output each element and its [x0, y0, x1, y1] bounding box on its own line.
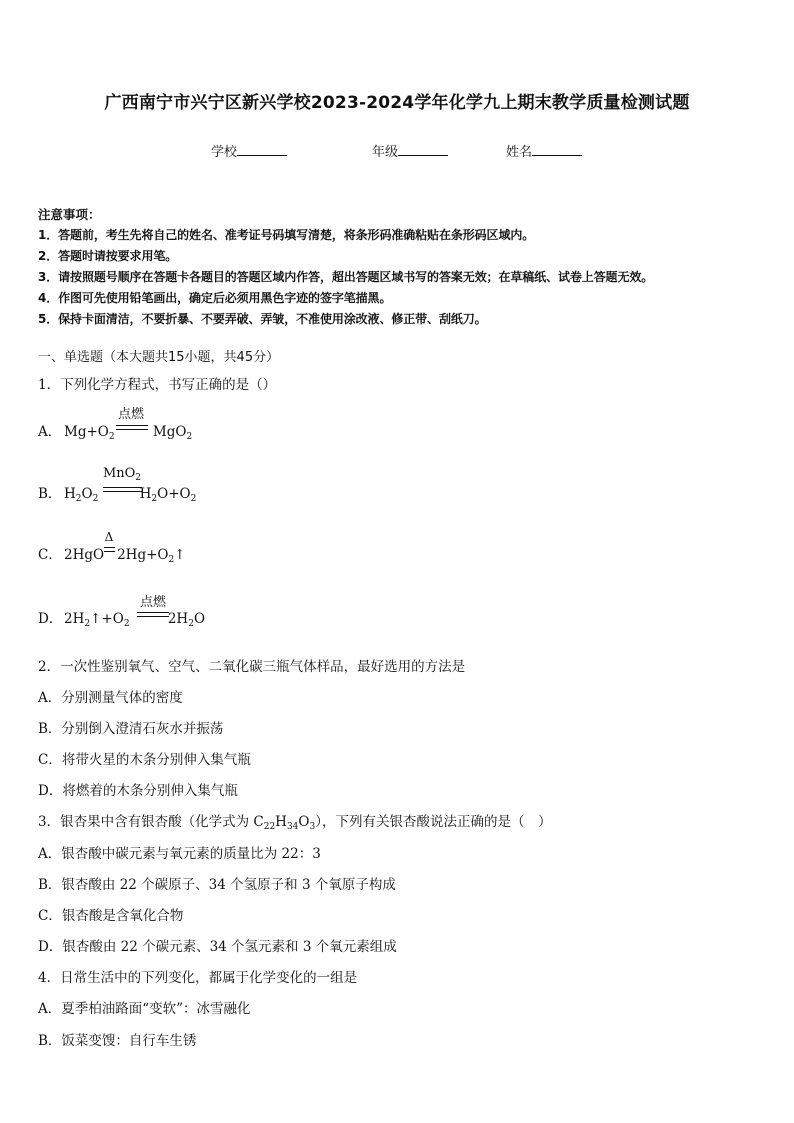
q1-a-equals [116, 425, 148, 430]
question-2-stem: 2．一次性鉴别氧气、空气、二氧化碳三瓶气体样品，最好选用的方法是 [38, 659, 466, 675]
q1-c-equals [104, 547, 115, 552]
school-blank [237, 143, 287, 156]
q2-option-b: B．分别倒入澄清石灰水并振荡 [38, 721, 224, 737]
note-item: 5．保持卡面清洁，不要折暴、不要弄破、弄皱，不准使用涂改液、修正带、刮纸刀。 [38, 312, 487, 326]
grade-field [372, 141, 448, 160]
exam-title: 广西南宁市兴宁区新兴学校2023-2024学年化学九上期末教学质量检测试题 [104, 93, 690, 113]
option-label: A． [38, 424, 62, 440]
q3-option-d: D．银杏酸由 22 个碳元素、34 个氢元素和 3 个氧元素组成 [38, 939, 397, 955]
q1-c-condition: Δ [104, 530, 114, 544]
q1-option-d: D． $2H_2↑+O_2$ $2H_2O$ [38, 607, 205, 629]
note-item: 1．答题前，考生先将自己的姓名、准考证号码填写清楚，将条形码准确粘贴在条形码区域内。 [38, 228, 535, 242]
q3-option-c: C．银杏酸是含氧化合物 [38, 908, 184, 924]
note-item: 3．请按照题号顺序在答题卡各题目的答题区域内作答，超出答题区域书写的答案无效；在草稿纸、试卷上答题无效。 [38, 270, 654, 284]
q1-option-b: B． $H_2O_2$ $H_2O+O_2$ [38, 482, 196, 504]
q1-d-equals [137, 612, 169, 617]
question-4-stem: 4．日常生活中的下列变化，都属于化学变化的一组是 [38, 970, 358, 986]
name-field [506, 141, 582, 160]
name-label: 姓名 [506, 145, 533, 160]
question-3-stem: 3．银杏果中含有银杏酸（化学式为 $C_{22}H_{34}O_3$），下列有关银杏酸说法正确的是（ ） [38, 814, 552, 832]
question-1-stem: 1．下列化学方程式，书写正确的是（） [38, 377, 277, 393]
option-label: D． [38, 611, 63, 627]
q1-b-condition: MnO$_2$ [102, 466, 142, 483]
note-item: 2．答题时请按要求用笔。 [38, 249, 178, 263]
q1-d-condition: 点燃 [139, 595, 166, 610]
q3-option-a: A．银杏酸中碳元素与氧元素的质量比为 22：3 [38, 846, 321, 862]
q4-option-b: B．饭菜变馊：自行车生锈 [38, 1033, 197, 1049]
q1-a-condition: 点燃 [117, 407, 144, 422]
q2-option-c: C．将带火星的木条分别伸入集气瓶 [38, 752, 251, 768]
q1-option-c: C． 2HgO $2Hg+O_2↑$ [38, 543, 186, 565]
name-blank [532, 143, 582, 156]
q4-option-a: A．夏季柏油路面“变软”：冰雪融化 [38, 1001, 251, 1017]
q2-option-d: D．将燃着的木条分别伸入集气瓶 [38, 783, 238, 799]
gas-arrow-icon: ↑ [174, 547, 186, 563]
q2-option-a: A．分别测量气体的密度 [38, 690, 183, 706]
q3-option-b: B．银杏酸由 22 个碳原子、34 个氢原子和 3 个氧原子构成 [38, 877, 396, 893]
notes-heading: 注意事项： [38, 207, 101, 222]
q1-option-a: A． $Mg+O_2$ MgO$_2$ [38, 420, 192, 442]
notes-block [38, 204, 768, 330]
option-label: C． [38, 547, 62, 563]
section-heading: 一、单选题（本大题共15小题，共45分） [38, 350, 280, 365]
school-field [211, 141, 287, 160]
grade-blank [398, 143, 448, 156]
school-label: 学校 [211, 145, 238, 160]
note-item: 4．作图可先使用铅笔画出，确定后必须用黑色字迹的签字笔描黑。 [38, 291, 392, 305]
option-label: B． [38, 486, 62, 502]
q1-b-equals [103, 487, 142, 492]
grade-label: 年级 [372, 145, 399, 160]
